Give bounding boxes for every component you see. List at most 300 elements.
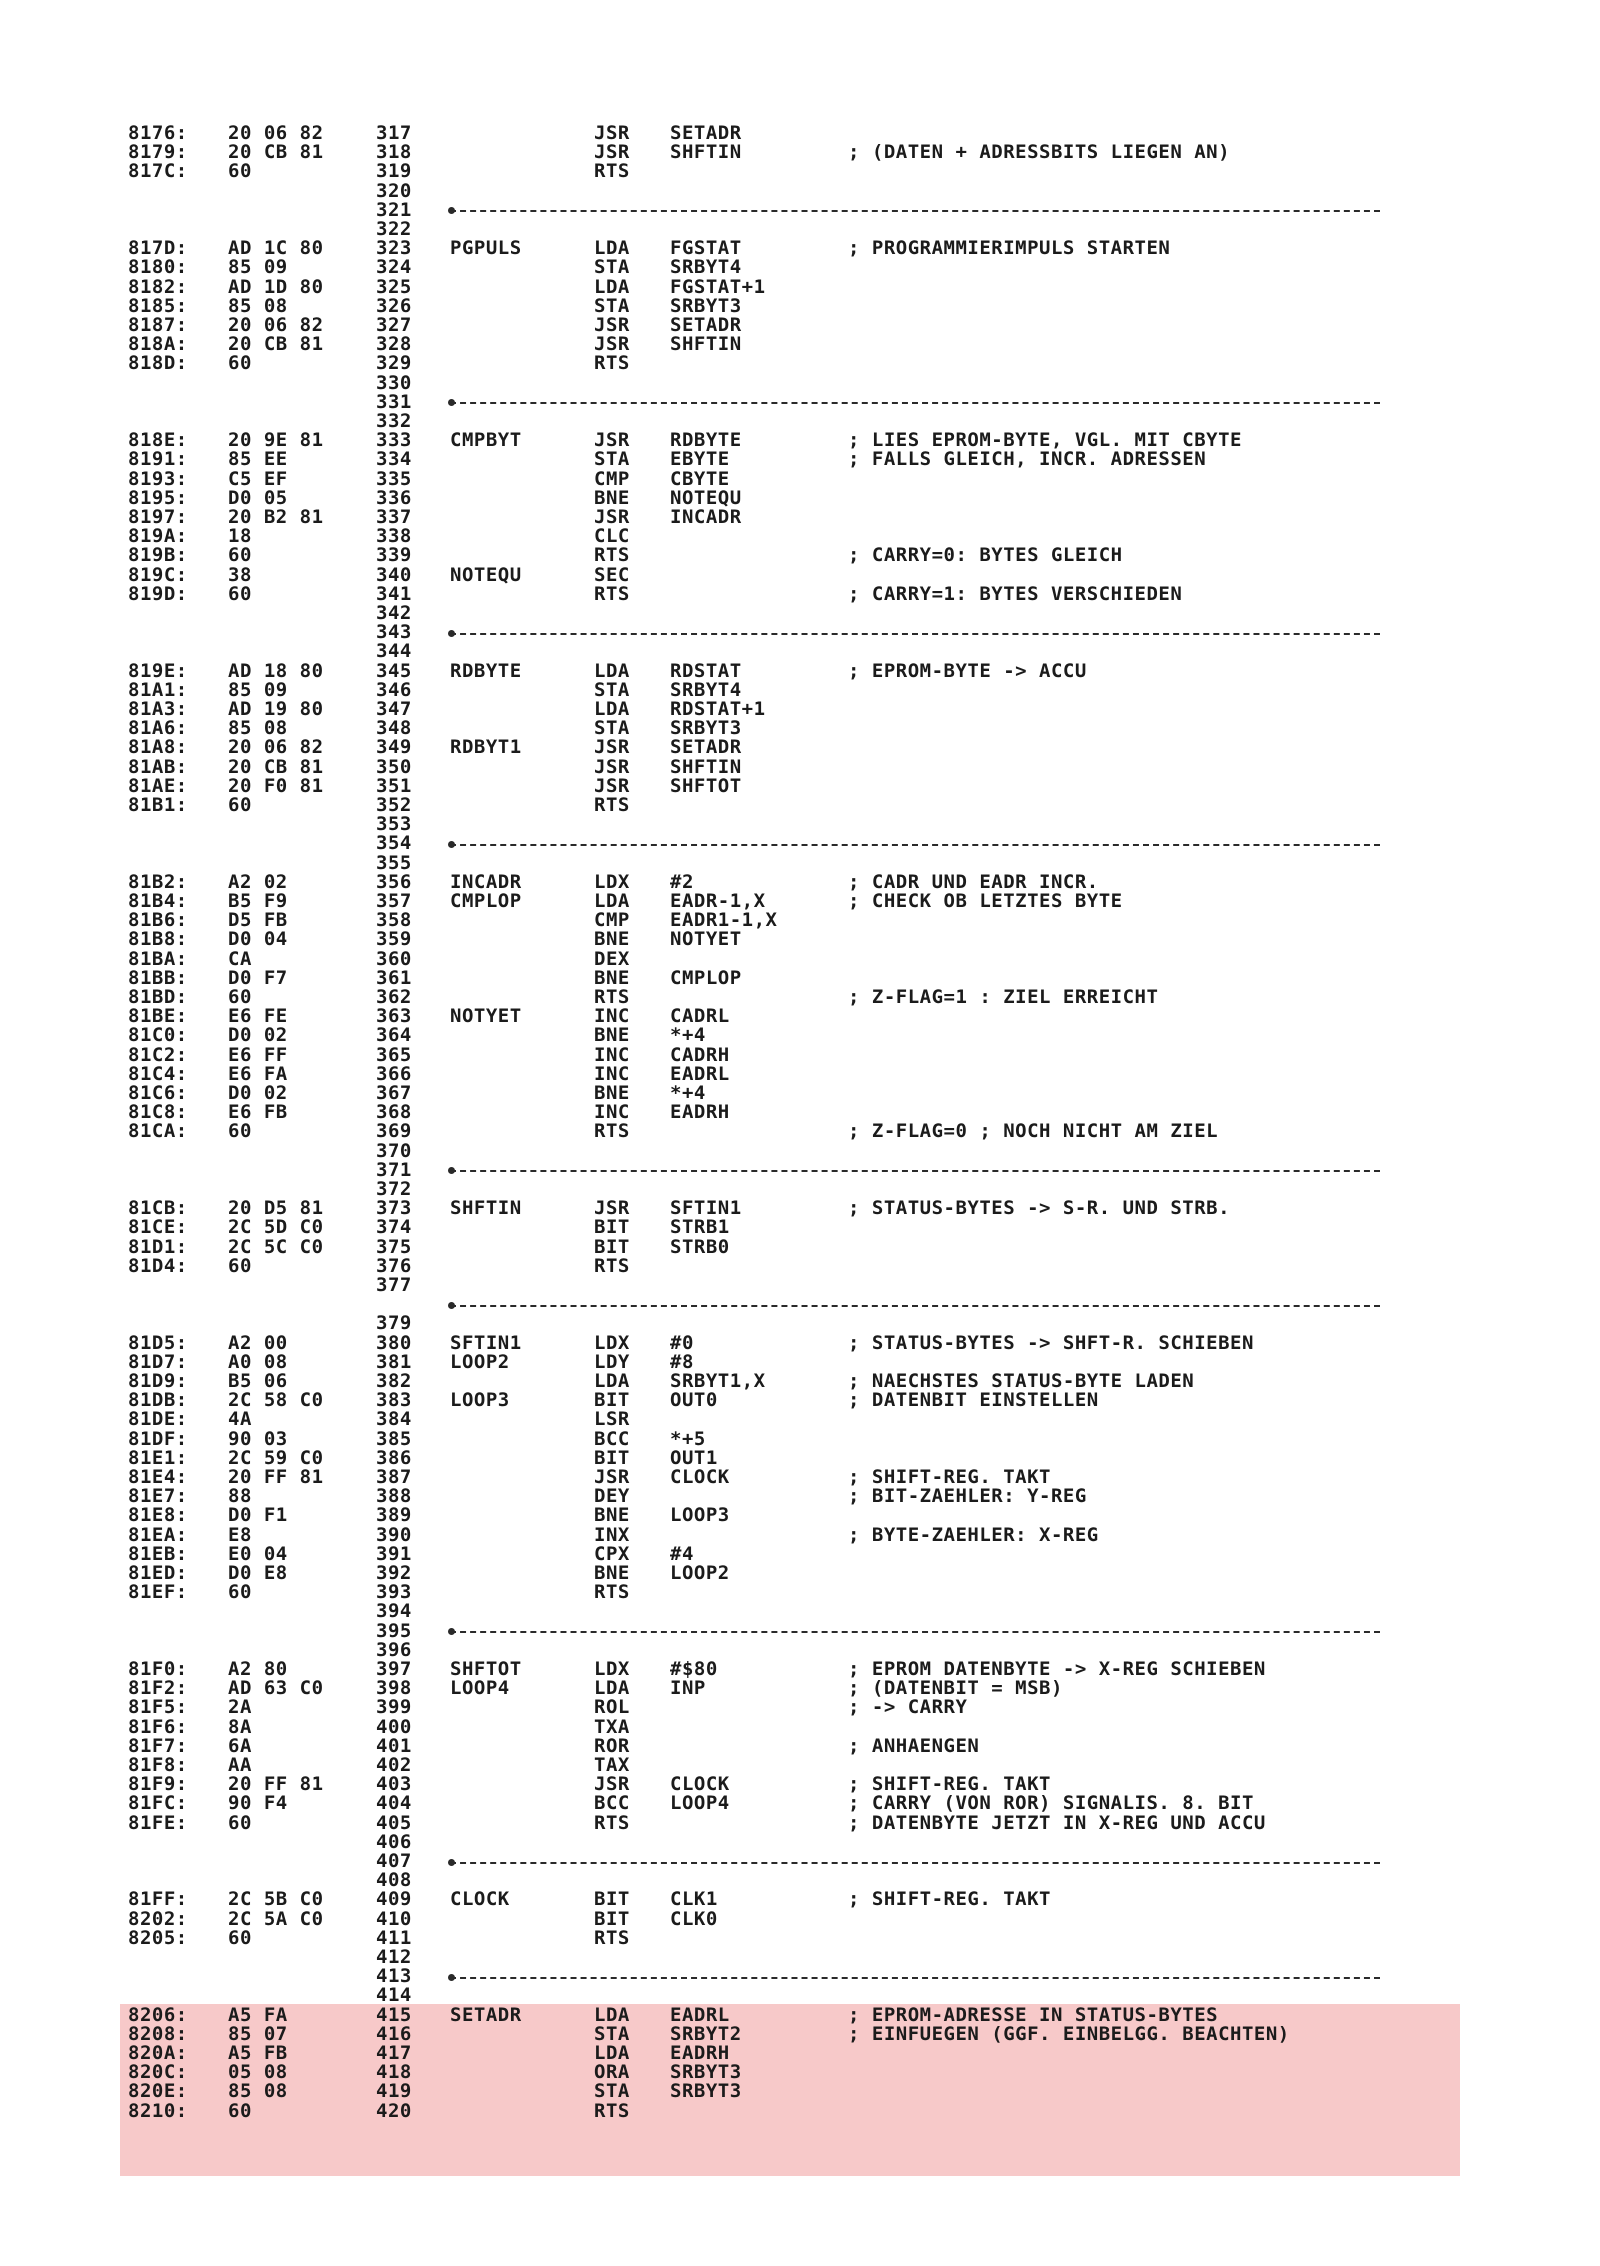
operand: CADRH [670, 1043, 730, 1066]
address: 8187: [128, 314, 188, 336]
mnemonic: RTS [594, 160, 630, 183]
address: 8195: [128, 486, 188, 509]
opcode-bytes: D0 E8 [228, 1562, 288, 1584]
listing-line [120, 1043, 1460, 1066]
mnemonic: BNE [594, 1562, 630, 1584]
address: 81E4: [128, 1466, 188, 1488]
mnemonic: LDA [594, 890, 630, 912]
operand: CLOCK [670, 1773, 730, 1796]
line-number: 415 [376, 2003, 412, 2026]
label: INCADR [450, 870, 522, 893]
listing-line [120, 815, 1460, 834]
operand: RDBYTE [670, 429, 742, 452]
address: 81B2: [128, 870, 188, 893]
mnemonic: LDA [594, 275, 630, 298]
line-number: 367 [376, 1082, 412, 1104]
line-number: 354 [376, 832, 412, 855]
line-number: 414 [376, 1984, 412, 2007]
line-number: 410 [376, 1907, 412, 1930]
operand: EADRL [670, 1062, 730, 1085]
opcode-bytes: 05 08 [228, 2061, 288, 2084]
opcode-bytes: 60 [228, 352, 252, 375]
operand: EADRH [670, 1101, 730, 1124]
mnemonic: JSR [594, 1466, 630, 1488]
mnemonic: ORA [594, 2061, 630, 2084]
operand: STRB1 [670, 1216, 730, 1239]
line-number: 366 [376, 1062, 412, 1085]
section-separator [450, 210, 1380, 212]
mnemonic: STA [594, 2022, 630, 2045]
operand: STRB0 [670, 1235, 730, 1258]
line-number: 325 [376, 275, 412, 298]
listing-line [120, 1427, 1460, 1450]
line-number: 317 [376, 122, 412, 144]
mnemonic: DEX [594, 947, 630, 970]
line-number: 320 [376, 179, 412, 202]
opcode-bytes: A5 FB [228, 2042, 288, 2064]
mnemonic: RTS [594, 1811, 630, 1834]
line-number: 356 [376, 870, 412, 893]
opcode-bytes: D5 FB [228, 909, 288, 932]
mnemonic: INC [594, 1101, 630, 1124]
line-number: 339 [376, 544, 412, 567]
opcode-bytes: A2 80 [228, 1658, 288, 1680]
mnemonic: LDY [594, 1350, 630, 1373]
address: 81BD: [128, 986, 188, 1008]
listing-line [120, 1715, 1460, 1738]
address: 8180: [128, 256, 188, 279]
line-number: 404 [376, 1792, 412, 1815]
address: 81AB: [128, 755, 188, 778]
operand: RDSTAT+1 [670, 698, 766, 720]
address: 81EB: [128, 1542, 188, 1565]
address: 81D5: [128, 1331, 188, 1354]
listing-line [120, 2099, 1460, 2122]
address: 81ED: [128, 1562, 188, 1584]
mnemonic: JSR [594, 314, 630, 336]
mnemonic: LDA [594, 1677, 630, 1700]
listing-line [120, 1890, 1460, 1909]
listing-line [120, 1794, 1460, 1813]
mnemonic: CMP [594, 467, 630, 490]
address: 81F8: [128, 1754, 188, 1776]
line-number: 338 [376, 525, 412, 548]
address: 8182: [128, 275, 188, 298]
opcode-bytes: E6 FE [228, 1005, 288, 1028]
comment: ; SHIFT-REG. TAKT [848, 1888, 1051, 1911]
listing-line [120, 1331, 1460, 1354]
operand: SETADR [670, 122, 742, 144]
opcode-bytes: AD 1C 80 [228, 237, 324, 260]
address: 81BA: [128, 947, 188, 970]
mnemonic: LSR [594, 1408, 630, 1431]
opcode-bytes: 60 [228, 986, 252, 1008]
address: 81B8: [128, 928, 188, 951]
line-number: 368 [376, 1101, 412, 1124]
listing-line [120, 2022, 1460, 2045]
address: 8191: [128, 448, 188, 471]
label: CMPBYT [450, 429, 522, 452]
line-number: 391 [376, 1542, 412, 1565]
comment: ; STATUS-BYTES -> SHFT-R. SCHIEBEN [848, 1331, 1254, 1354]
address: 81D1: [128, 1235, 188, 1258]
line-number: 353 [376, 813, 412, 836]
operand: CLK1 [670, 1888, 718, 1911]
listing-line [120, 1007, 1460, 1026]
mnemonic: RTS [594, 544, 630, 567]
opcode-bytes: 20 06 82 [228, 314, 324, 336]
mnemonic: BNE [594, 1504, 630, 1527]
operand: EADR-1,X [670, 890, 766, 912]
line-number: 332 [376, 410, 412, 432]
address: 81EF: [128, 1581, 188, 1604]
label: CLOCK [450, 1888, 510, 1911]
listing-line [120, 1254, 1460, 1277]
opcode-bytes: E6 FB [228, 1101, 288, 1124]
mnemonic: BIT [594, 1446, 630, 1469]
label: SETADR [450, 2003, 522, 2026]
listing-line [120, 1103, 1460, 1122]
mnemonic: RTS [594, 2099, 630, 2122]
opcode-bytes: 85 07 [228, 2022, 288, 2045]
opcode-bytes: 2C 5C C0 [228, 1235, 324, 1258]
address: 81B1: [128, 794, 188, 816]
listing-line [120, 371, 1460, 394]
line-number: 336 [376, 486, 412, 509]
opcode-bytes: 60 [228, 1811, 252, 1834]
label: RDBYTE [450, 659, 522, 682]
section-separator [450, 1170, 1380, 1172]
address: 81F0: [128, 1658, 188, 1680]
address: 818E: [128, 429, 188, 452]
address: 817D: [128, 237, 188, 260]
opcode-bytes: 85 08 [228, 717, 288, 740]
line-number: 397 [376, 1658, 412, 1680]
address: 81D4: [128, 1254, 188, 1277]
operand: SRBYT2 [670, 2022, 742, 2045]
opcode-bytes: 85 09 [228, 678, 288, 701]
opcode-bytes: 2C 5D C0 [228, 1216, 324, 1239]
line-number: 399 [376, 1696, 412, 1719]
opcode-bytes: B5 06 [228, 1370, 288, 1392]
address: 81BB: [128, 966, 188, 989]
line-number: 357 [376, 890, 412, 912]
line-number: 373 [376, 1197, 412, 1220]
opcode-bytes: A5 FA [228, 2003, 288, 2026]
mnemonic: RTS [594, 794, 630, 816]
address: 81CB: [128, 1197, 188, 1220]
mnemonic: STA [594, 448, 630, 471]
address: 81DB: [128, 1389, 188, 1412]
mnemonic: CMP [594, 909, 630, 932]
opcode-bytes: 60 [228, 1926, 252, 1949]
address: 81CA: [128, 1120, 188, 1143]
mnemonic: BCC [594, 1427, 630, 1450]
line-number: 331 [376, 390, 412, 413]
mnemonic: ROR [594, 1734, 630, 1757]
listing-line [120, 1602, 1460, 1621]
comment: ; Z-FLAG=0 ; NOCH NICHT AM ZIEL [848, 1120, 1219, 1143]
line-number: 355 [376, 851, 412, 874]
line-number: 371 [376, 1158, 412, 1181]
listing-line [120, 1026, 1460, 1045]
opcode-bytes: 2C 59 C0 [228, 1446, 324, 1469]
opcode-bytes: D0 02 [228, 1082, 288, 1104]
listing-line [120, 911, 1460, 930]
line-number: 417 [376, 2042, 412, 2064]
opcode-bytes: AD 19 80 [228, 698, 324, 720]
mnemonic: INC [594, 1005, 630, 1028]
operand: EADR1-1,X [670, 909, 778, 932]
opcode-bytes: 85 08 [228, 2080, 288, 2103]
listing-line [120, 1564, 1460, 1583]
line-number: 330 [376, 371, 412, 394]
line-number: 407 [376, 1850, 412, 1872]
mnemonic: RTS [594, 1926, 630, 1949]
opcode-bytes: 85 08 [228, 294, 288, 317]
operand: OUT0 [670, 1389, 718, 1412]
address: 8185: [128, 294, 188, 317]
opcode-bytes: 20 FF 81 [228, 1466, 324, 1488]
line-number: 392 [376, 1562, 412, 1584]
listing-line [120, 1734, 1460, 1757]
address: 81B4: [128, 890, 188, 912]
operand: #0 [670, 1331, 694, 1354]
line-number: 416 [376, 2022, 412, 2045]
comment: ; PROGRAMMIERIMPULS STARTEN [848, 237, 1171, 260]
comment: ; CARRY (VON ROR) SIGNALIS. 8. BIT [848, 1792, 1254, 1815]
listing-line [120, 1314, 1460, 1333]
listing-line [120, 1139, 1460, 1162]
label: RDBYT1 [450, 736, 522, 759]
line-number: 395 [376, 1619, 412, 1642]
line-number: 349 [376, 736, 412, 759]
operand: SRBYT3 [670, 2061, 742, 2084]
comment: ; EINFUEGEN (GGF. EINBELGG. BEACHTEN) [848, 2022, 1290, 2045]
line-number: 376 [376, 1254, 412, 1277]
line-number: 374 [376, 1216, 412, 1239]
address: 817C: [128, 160, 188, 183]
address: 81F5: [128, 1696, 188, 1719]
section-separator [450, 1862, 1380, 1864]
line-number: 402 [376, 1754, 412, 1776]
line-number: 379 [376, 1312, 412, 1335]
comment: ; CARRY=1: BYTES VERSCHIEDEN [848, 582, 1183, 605]
line-number: 363 [376, 1005, 412, 1028]
operand: NOTEQU [670, 486, 742, 509]
mnemonic: LDX [594, 1331, 630, 1354]
opcode-bytes: 2C 5B C0 [228, 1888, 324, 1911]
section-separator [450, 1305, 1380, 1307]
opcode-bytes: 20 CB 81 [228, 141, 324, 164]
address: 81D7: [128, 1350, 188, 1373]
operand: CBYTE [670, 467, 730, 490]
line-number: 326 [376, 294, 412, 317]
listing-line [120, 659, 1460, 682]
operand: EADRH [670, 2042, 730, 2064]
mnemonic: BNE [594, 928, 630, 951]
listing-line [120, 431, 1460, 450]
mnemonic: JSR [594, 333, 630, 356]
comment: ; SHIFT-REG. TAKT [848, 1466, 1051, 1488]
listing-line [120, 450, 1460, 469]
mnemonic: STA [594, 294, 630, 317]
line-number: 347 [376, 698, 412, 720]
line-number: 342 [376, 602, 412, 624]
line-number: 364 [376, 1024, 412, 1047]
listing-line [120, 143, 1460, 162]
listing-line [120, 258, 1460, 277]
address: 8179: [128, 141, 188, 164]
address: 81C8: [128, 1101, 188, 1124]
address: 81FE: [128, 1811, 188, 1834]
address: 81F7: [128, 1734, 188, 1757]
operand: SETADR [670, 736, 742, 759]
mnemonic: JSR [594, 506, 630, 528]
opcode-bytes: D0 05 [228, 486, 288, 509]
address: 81DE: [128, 1408, 188, 1431]
listing-line [120, 1391, 1460, 1410]
address: 8176: [128, 122, 188, 144]
address: 81FF: [128, 1888, 188, 1911]
address: 81F6: [128, 1715, 188, 1738]
comment: ; CHECK OB LETZTES BYTE [848, 890, 1123, 912]
line-number: 365 [376, 1043, 412, 1066]
line-number: 382 [376, 1370, 412, 1392]
operand: #4 [670, 1542, 694, 1565]
mnemonic: LDA [594, 237, 630, 260]
listing-line [120, 642, 1460, 661]
mnemonic: STA [594, 678, 630, 701]
mnemonic: BNE [594, 1082, 630, 1104]
label: SFTIN1 [450, 1331, 522, 1354]
listing-line [120, 1350, 1460, 1373]
line-number: 318 [376, 141, 412, 164]
address: 8206: [128, 2003, 188, 2026]
address: 81A3: [128, 698, 188, 720]
comment: ; DATENBYTE JETZT IN X-REG UND ACCU [848, 1811, 1266, 1834]
mnemonic: STA [594, 256, 630, 279]
listing-line [120, 2044, 1460, 2063]
section-separator [450, 844, 1380, 846]
address: 819C: [128, 563, 188, 586]
line-number: 383 [376, 1389, 412, 1412]
line-number: 361 [376, 966, 412, 989]
line-number: 362 [376, 986, 412, 1008]
mnemonic: TXA [594, 1715, 630, 1738]
opcode-bytes: 90 F4 [228, 1792, 288, 1815]
address: 81C6: [128, 1082, 188, 1104]
listing-line [120, 1811, 1460, 1834]
mnemonic: CLC [594, 525, 630, 548]
operand: CLOCK [670, 1466, 730, 1488]
operand: LOOP3 [670, 1504, 730, 1527]
listing-line [120, 966, 1460, 989]
line-number: 346 [376, 678, 412, 701]
label: SHFTIN [450, 1197, 522, 1220]
operand: SRBYT4 [670, 678, 742, 701]
address: 8205: [128, 1926, 188, 1949]
opcode-bytes: 88 [228, 1485, 252, 1508]
operand: SHFTIN [670, 755, 742, 778]
comment: ; -> CARRY [848, 1696, 968, 1719]
address: 819D: [128, 582, 188, 605]
opcode-bytes: 60 [228, 2099, 252, 2122]
line-number: 360 [376, 947, 412, 970]
line-number: 359 [376, 928, 412, 951]
address: 81BE: [128, 1005, 188, 1028]
opcode-bytes: E8 [228, 1523, 252, 1546]
opcode-bytes: 20 F0 81 [228, 774, 324, 797]
comment: ; EPROM-ADRESSE IN STATUS-BYTES [848, 2003, 1219, 2026]
listing-line [120, 2082, 1460, 2101]
operand: SRBYT4 [670, 256, 742, 279]
operand: LOOP2 [670, 1562, 730, 1584]
opcode-bytes: CA [228, 947, 252, 970]
address: 81A6: [128, 717, 188, 740]
address: 81C4: [128, 1062, 188, 1085]
operand: INP [670, 1677, 706, 1700]
line-number: 358 [376, 909, 412, 932]
line-number: 345 [376, 659, 412, 682]
opcode-bytes: AD 1D 80 [228, 275, 324, 298]
listing-line [120, 1122, 1460, 1141]
opcode-bytes: 60 [228, 160, 252, 183]
mnemonic: INX [594, 1523, 630, 1546]
line-number: 405 [376, 1811, 412, 1834]
opcode-bytes: 20 CB 81 [228, 755, 324, 778]
line-number: 419 [376, 2080, 412, 2103]
operand: SRBYT3 [670, 2080, 742, 2103]
opcode-bytes: C5 EF [228, 467, 288, 490]
opcode-bytes: 6A [228, 1734, 252, 1757]
listing-line [120, 1276, 1460, 1295]
operand: SHFTOT [670, 774, 742, 797]
line-number: 327 [376, 314, 412, 336]
listing-line [120, 467, 1460, 490]
listing-line [120, 354, 1460, 373]
mnemonic: CPX [594, 1542, 630, 1565]
label: NOTEQU [450, 563, 522, 586]
address: 8210: [128, 2099, 188, 2122]
line-number: 388 [376, 1485, 412, 1508]
line-number: 334 [376, 448, 412, 471]
address: 8193: [128, 467, 188, 490]
operand: CMPLOP [670, 966, 742, 989]
address: 81A1: [128, 678, 188, 701]
line-number: 321 [376, 198, 412, 221]
line-number: 387 [376, 1466, 412, 1488]
mnemonic: LDA [594, 698, 630, 720]
opcode-bytes: 20 FF 81 [228, 1773, 324, 1796]
mnemonic: RTS [594, 582, 630, 605]
listing-line [120, 947, 1460, 970]
listing-line [120, 2003, 1460, 2026]
line-number: 341 [376, 582, 412, 605]
line-number: 372 [376, 1178, 412, 1200]
listing-line [120, 988, 1460, 1007]
opcode-bytes: 2C 5A C0 [228, 1907, 324, 1930]
listing-line [120, 527, 1460, 546]
line-number: 381 [376, 1350, 412, 1373]
address: 81D9: [128, 1370, 188, 1392]
operand: SHFTIN [670, 333, 742, 356]
listing-line [120, 1084, 1460, 1103]
mnemonic: STA [594, 717, 630, 740]
comment: ; LIES EPROM-BYTE, VGL. MIT CBYTE [848, 429, 1242, 452]
operand: #8 [670, 1350, 694, 1373]
operand: SETADR [670, 314, 742, 336]
